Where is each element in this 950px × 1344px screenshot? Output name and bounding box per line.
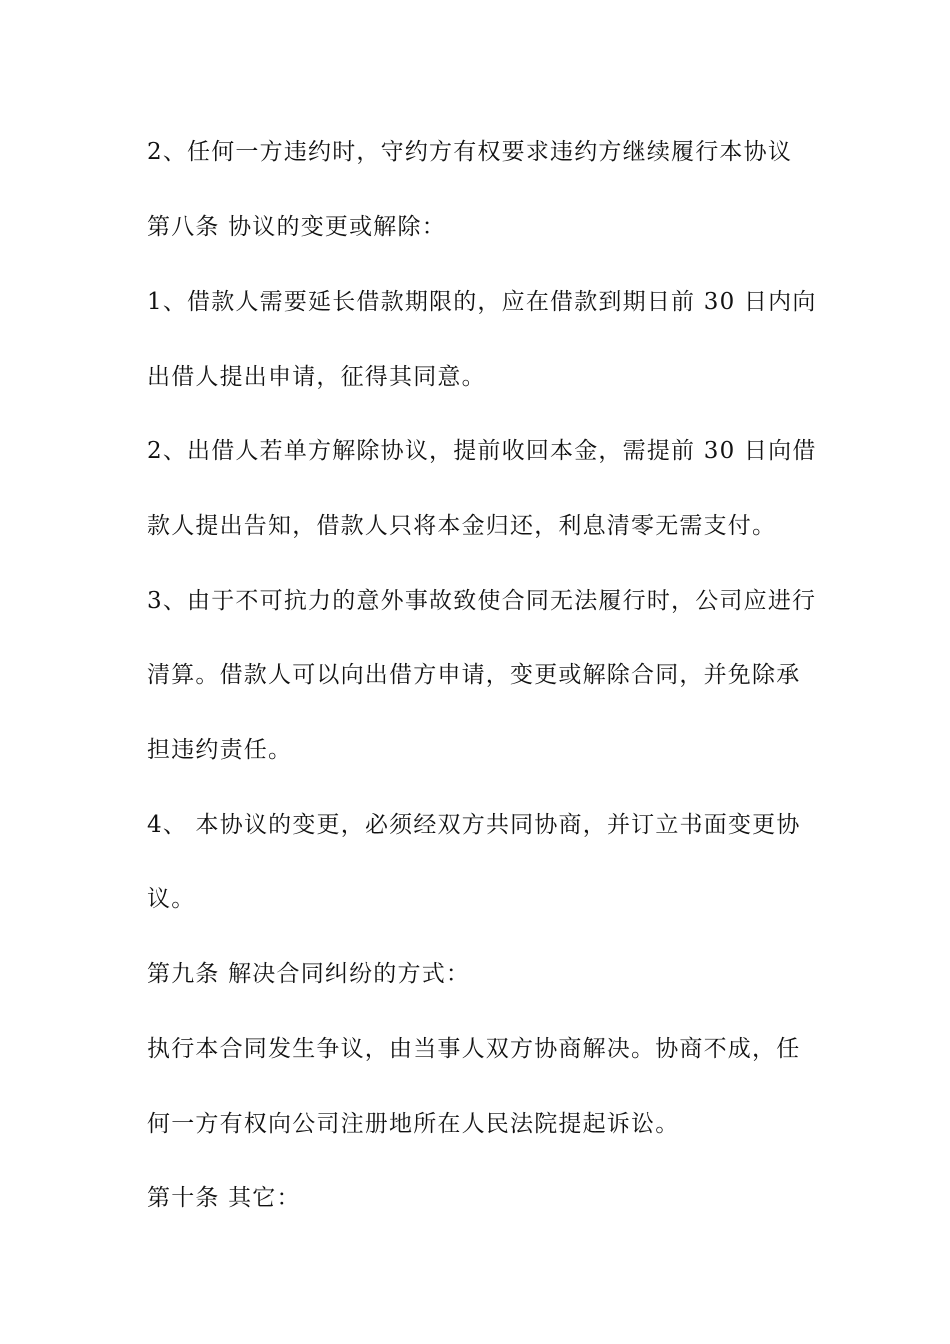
clause-8-item-2-line-1: 2、出借人若单方解除协议，提前收回本金，需提前 30 日向借: [147, 438, 817, 464]
clause-8-item-2-line-2: 款人提出告知，借款人只将本金归还，利息清零无需支付。: [147, 513, 777, 539]
clause-8-item-3-line-3: 担违约责任。: [147, 737, 293, 763]
clause-8-item-3-line-1: 3、由于不可抗力的意外事故致使合同无法履行时，公司应进行: [147, 588, 817, 614]
article-10-heading: 第十条 其它：: [147, 1185, 301, 1211]
clause-8-item-3-line-2: 清算。借款人可以向出借方申请，变更或解除合同，并免除承: [147, 662, 801, 688]
article-9-heading: 第九条 解决合同纠纷的方式：: [147, 961, 471, 987]
clause-8-item-1-line-2: 出借人提出申请，征得其同意。: [147, 364, 486, 390]
clause-9-body-line-1: 执行本合同发生争议，由当事人双方协商解决。协商不成，任: [147, 1036, 801, 1062]
clause-8-item-1-line-1: 1、借款人需要延长借款期限的，应在借款到期日前 30 日内向: [147, 289, 817, 315]
clause-7-item-2-line: 2、任何一方违约时，守约方有权要求违约方继续履行本协议: [147, 139, 793, 165]
clause-8-item-4-line-2: 议。: [147, 886, 196, 912]
clause-8-item-4-line-1: 4、 本协议的变更，必须经双方共同协商，并订立书面变更协: [147, 812, 801, 838]
article-8-heading: 第八条 协议的变更或解除：: [147, 214, 446, 240]
clause-9-body-line-2: 何一方有权向公司注册地所在人民法院提起诉讼。: [147, 1111, 680, 1137]
